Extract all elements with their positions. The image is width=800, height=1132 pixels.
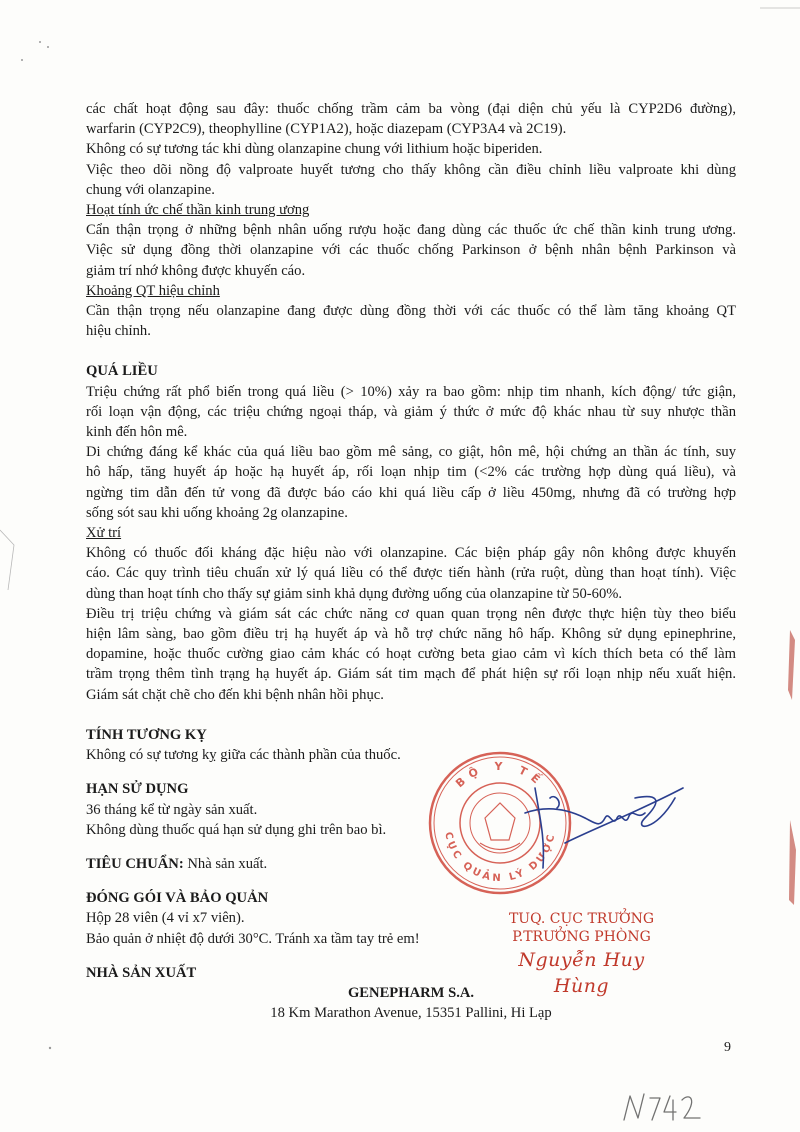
text-line: Di chứng đáng kể khác của quá liều bao gồm mê sảng, co giật, hôn mê, hội chứng an thần ác tính, suy bbox=[86, 444, 736, 461]
text-line: hiện lâm sàng, bao gồm điều trị hạ huyết áp và hỗ trợ chức năng hô hấp. Không sử dụng epinephrine, bbox=[86, 626, 736, 643]
overdose-heading: QUÁ LIỀU bbox=[86, 363, 158, 380]
text-line: các chất hoạt động sau đây: thuốc chống trầm cảm ba vòng (đại diện chủ yếu là CYP2D6 đường), bbox=[86, 101, 736, 117]
packaging-heading: ĐÓNG GÓI VÀ BẢO QUẢN bbox=[86, 890, 269, 907]
text-line: Việc theo dõi nồng độ valproate huyết tương cho thấy không cần điều chỉnh liều valproate khi dùng bbox=[86, 161, 736, 178]
cns-heading: Hoạt tính ức chế thần kinh trung ương bbox=[86, 202, 310, 219]
text-line: Không có sự tương kỵ giữa các thành phần của thuốc. bbox=[86, 747, 401, 764]
text-line: chung với olanzapine. bbox=[86, 181, 215, 198]
treatment-heading: Xử trí bbox=[86, 525, 122, 542]
text-line: 36 tháng kể từ ngày sản xuất. bbox=[86, 801, 258, 818]
text-line: hiệu chỉnh. bbox=[86, 323, 151, 340]
page-number: 9 bbox=[724, 1040, 731, 1055]
text-line: Triệu chứng rất phổ biến trong quá liều (> 10%) xảy ra bao gồm: nhịp tim nhanh, kích động/ tức giận, bbox=[86, 383, 736, 400]
incompatibility-heading: TÍNH TƯƠNG KỴ bbox=[86, 726, 207, 743]
text-line: Hộp 28 viên (4 vỉ x7 viên). bbox=[86, 910, 245, 927]
text-line: Cần thận trọng nếu olanzapine đang được dùng đồng thời với các thuốc có thể làm tăng khoảng QT bbox=[86, 303, 736, 320]
text-line: kinh đến hôn mê. bbox=[86, 424, 188, 441]
approval-title-2: P.TRƯỞNG PHÒNG bbox=[512, 929, 651, 945]
text-line: sống sót sau khi uống khoảng 2g olanzapine. bbox=[86, 504, 348, 521]
text-line: giảm trí nhớ không được khuyến cáo. bbox=[86, 262, 306, 279]
text-line: dùng than hoạt tính cho thấy sự giảm sinh khả dụng đường uống của olanzapine từ 50-60%. bbox=[86, 585, 623, 602]
text-line: Không dùng thuốc quá hạn sử dụng ghi trên bao bì. bbox=[86, 821, 387, 838]
text-line: rối loạn vận động, các triệu chứng ngoại tháp, và giảm ý thức ở mức độ khác nhau từ suy nhược thần bbox=[86, 403, 736, 420]
text-line: Việc sử dụng đồng thời olanzapine với các thuốc chống Parkinson ở bệnh nhân bệnh Parkinson và bbox=[86, 242, 736, 259]
shelf-life-heading: HẠN SỬ DỤNG bbox=[86, 781, 189, 798]
text-line: Không có thuốc đối kháng đặc hiệu nào với olanzapine. Các biện pháp gây nôn không được khuyến bbox=[86, 545, 736, 562]
stamp-bottom-text: CỤC QUẢN LÝ DƯỢC bbox=[442, 831, 558, 885]
approval-signatory-name: Nguyễn Huy Hùng bbox=[518, 949, 645, 997]
text-line: hô hấp, tăng huyết áp hoặc hạ huyết áp, rối loạn nhịp tim (<2% các trường hợp dùng quá liều), và bbox=[86, 464, 736, 481]
text-line: Cẩn thận trọng ở những bệnh nhân uống rượu hoặc đang dùng các thuốc ức chế thần kinh trung ương. bbox=[86, 222, 736, 239]
text-line: Không có sự tương tác khi dùng olanzapine chung với lithium hoặc biperiden. bbox=[86, 141, 543, 158]
text-line: warfarin (CYP2C9), theophylline (CYP1A2), hoặc diazepam (CYP3A4 và 2C19). bbox=[86, 121, 567, 138]
standard-heading: TIÊU CHUẨN: bbox=[86, 855, 184, 872]
text-line: cáo. Các quy trình tiêu chuẩn xử lý quá liều có thể được tiến hành (rửa ruột, dùng than hoạt tính). Việc bbox=[86, 565, 736, 582]
manufacturer-name: GENEPHARM S.A. bbox=[347, 984, 475, 1001]
text-line: trầm trọng thêm tình trạng hạ huyết áp. Giám sát tim mạch để phát hiện sự rối loạn nhịp nếu xuất hiện. bbox=[86, 666, 736, 683]
standard-value: Nhà sản xuất. bbox=[183, 855, 268, 872]
text-line: Giám sát chặt chẽ cho đến khi bệnh nhân hồi phục. bbox=[86, 686, 384, 703]
text-line: dopamine, hoặc thuốc cường giao cảm khác có hoạt cường beta giao cảm vì kích thích beta có thể làm bbox=[86, 646, 736, 663]
text-line: Bảo quản ở nhiệt độ dưới 30°C. Tránh xa tầm tay trẻ em! bbox=[86, 930, 420, 947]
text-line: Điều trị triệu chứng và giám sát các chức năng cơ quan quan trọng nên được thực hiện tùy theo biểu bbox=[86, 605, 736, 622]
stamp-top-text: BỘ Y TẾ bbox=[453, 759, 547, 791]
text-line: ngừng tim dẫn đến tử vong đã được báo cáo khi quá liều cấp ở liều 450mg, nhưng đã có trường hợp bbox=[86, 484, 736, 501]
manufacturer-address: 18 Km Marathon Avenue, 15351 Pallini, Hi Lạp bbox=[270, 1005, 552, 1022]
manufacturer-heading: NHÀ SẢN XUẤT bbox=[86, 964, 197, 981]
qt-heading: Khoảng QT hiệu chỉnh bbox=[86, 282, 220, 299]
approval-title-1: TUQ. CỤC TRƯỞNG bbox=[508, 911, 655, 927]
